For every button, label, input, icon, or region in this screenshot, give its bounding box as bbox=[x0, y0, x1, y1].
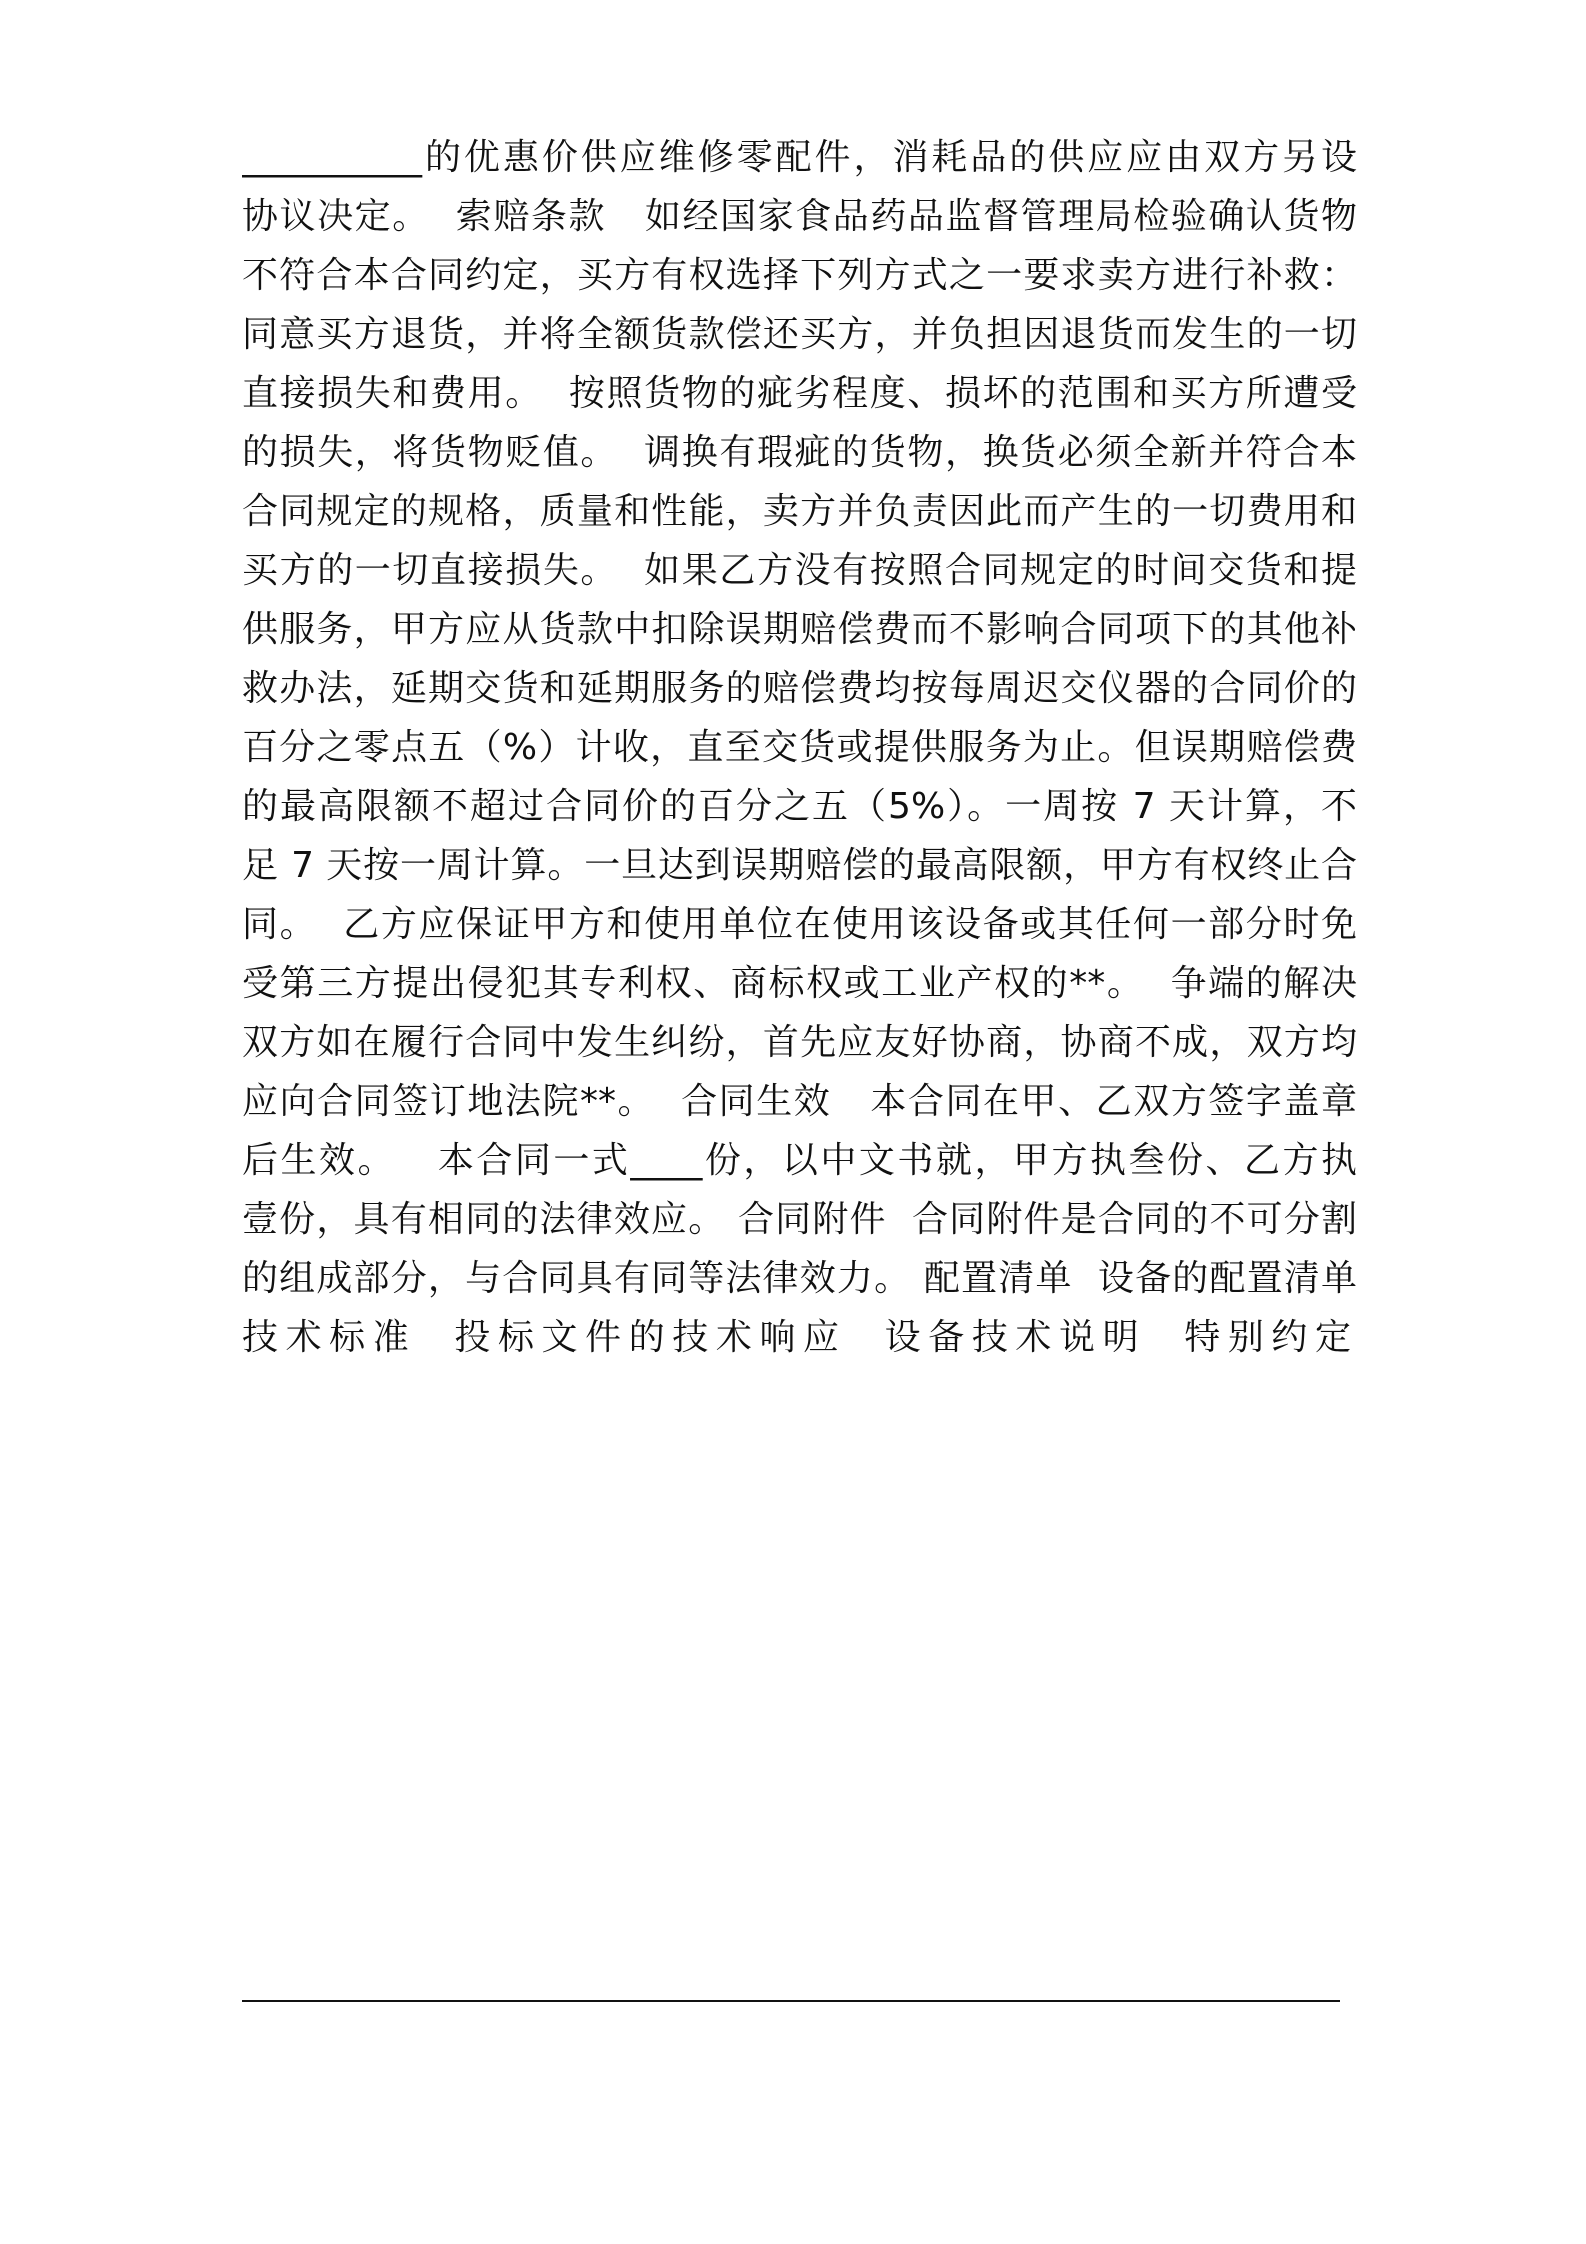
text-line: 救办法，延期交货和延期服务的赔偿费均按每周迟交仪器的合同价的 bbox=[242, 668, 1357, 709]
text-line: 买方的一切直接损失。 如果乙方没有按照合同规定的时间交货和提 bbox=[242, 550, 1357, 591]
text-line: 的最高限额不超过合同价的百分之五（5%）。一周按 7 天计算，不 bbox=[242, 786, 1357, 827]
text-line: 的组成部分，与合同具有同等法律效力。 配置清单 设备的配置清单 bbox=[242, 1258, 1357, 1299]
text-line: 的损失，将货物贬值。 调换有瑕疵的货物，换货必须全新并符合本 bbox=[242, 432, 1357, 473]
text-line: 技术标准 投标文件的技术响应 设备技术说明 特别约定 bbox=[242, 1317, 1357, 1358]
text-line: 协议决定。 索赔条款 如经国家食品药品监督管理局检验确认货物 bbox=[242, 196, 1357, 237]
text-line: 壹份，具有相同的法律效应。 合同附件 合同附件是合同的不可分割 bbox=[242, 1199, 1357, 1240]
text-line: 同。 乙方应保证甲方和使用单位在使用该设备或其任何一部分时免 bbox=[242, 904, 1357, 945]
text-line: 受第三方提出侵犯其专利权、商标权或工业产权的**。 争端的解决 bbox=[242, 963, 1357, 1004]
text-line: 百分之零点五（%）计收，直至交货或提供服务为止。但误期赔偿费 bbox=[242, 727, 1357, 768]
text-line: 合同规定的规格，质量和性能，卖方并负责因此而产生的一切费用和 bbox=[242, 491, 1357, 532]
text-line: 双方如在履行合同中发生纠纷，首先应友好协商，协商不成，双方均 bbox=[242, 1022, 1357, 1063]
signature-blank-line bbox=[242, 2000, 1340, 2002]
text-line: 应向合同签订地法院**。 合同生效 本合同在甲、乙双方签字盖章 bbox=[242, 1081, 1357, 1122]
text-line: 同意买方退货，并将全额货款偿还买方，并负担因退货而发生的一切 bbox=[242, 314, 1357, 355]
text-line: __________的优惠价供应维修零配件，消耗品的供应应由双方另设 bbox=[242, 137, 1357, 178]
text-line: 后生效。 本合同一式____份，以中文书就，甲方执叁份、乙方执 bbox=[242, 1140, 1357, 1181]
text-line: 直接损失和费用。 按照货物的疵劣程度、损坏的范围和买方所遭受 bbox=[242, 373, 1357, 414]
text-line: 不符合本合同约定，买方有权选择下列方式之一要求卖方进行补救： bbox=[242, 255, 1357, 296]
text-line: 足 7 天按一周计算。一旦达到误期赔偿的最高限额，甲方有权终止合 bbox=[242, 845, 1357, 886]
text-line: 供服务，甲方应从货款中扣除误期赔偿费而不影响合同项下的其他补 bbox=[242, 609, 1357, 650]
